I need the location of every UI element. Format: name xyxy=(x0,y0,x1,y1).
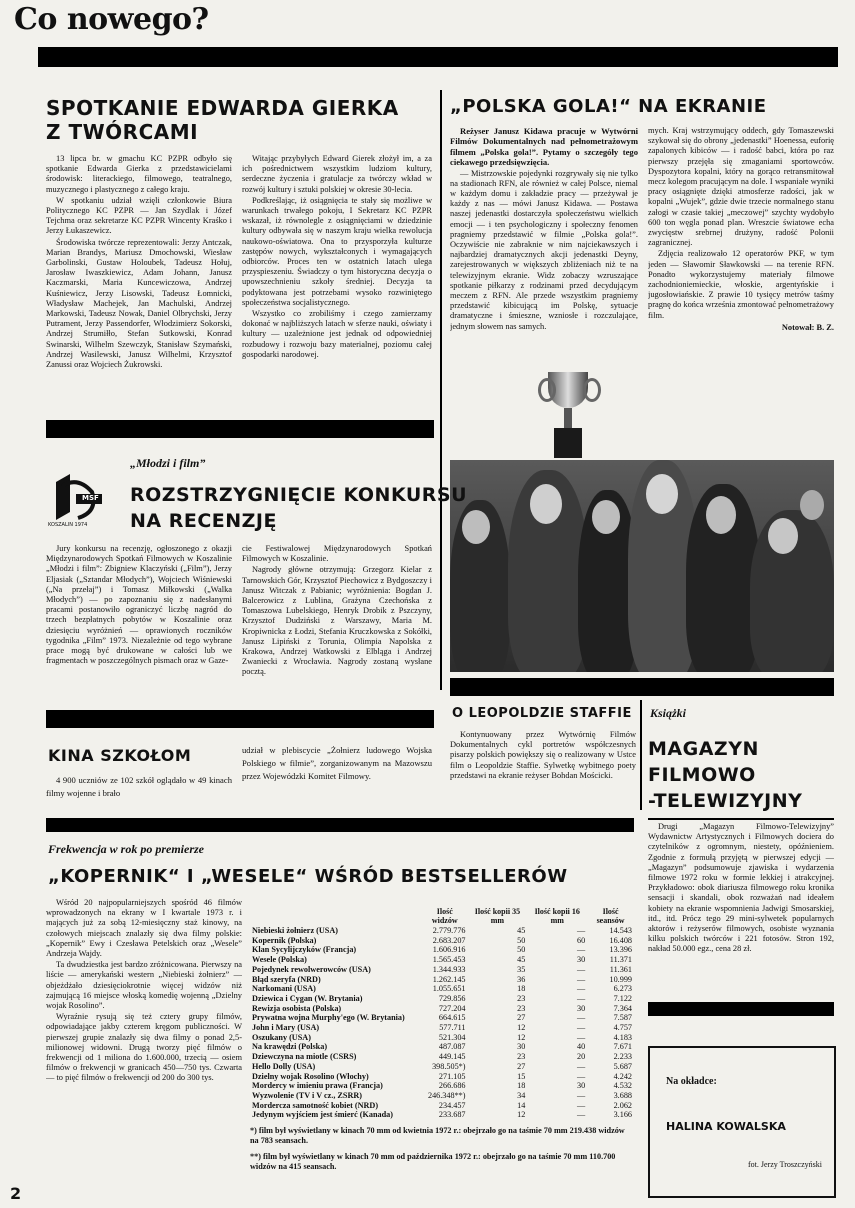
table-cell-value: — xyxy=(576,1110,586,1120)
article7-title: „KOPERNIK“ I „WESELE“ WŚRÓD BESTSELLERÓW xyxy=(48,866,568,887)
section-rule xyxy=(648,818,834,820)
table-header: Ilość seansów xyxy=(596,907,625,925)
table-cell-value: 2.683.207 xyxy=(432,935,466,945)
article3-title-line2: NA RECENZJĘ xyxy=(130,510,277,532)
table-cell-value: 36 xyxy=(517,974,526,984)
table-cell-value: 11.361 xyxy=(609,964,632,974)
section-rule xyxy=(46,420,434,438)
article2-lead: Reżyser Janusz Kidawa pracuje w Wytwórni Filmów Dokumentalnych nad pełnometrażowym filmem „Polska gola!”. Pytamy o szczegóły tego ciekawego przedsięwzięcia. xyxy=(450,126,638,168)
table-row xyxy=(250,945,634,955)
table-row xyxy=(250,1091,634,1101)
cover-name: HALINA KOWALSKA xyxy=(666,1120,786,1133)
table-cell-title: Oszukany (USA) xyxy=(252,1032,311,1042)
table-cell-value: 577.711 xyxy=(439,1023,466,1033)
table-cell-value: — xyxy=(576,964,586,974)
article3-title xyxy=(130,482,467,534)
article6-title-line3: -TELEWIZYJNY xyxy=(648,790,803,812)
table-cell-value: 3.688 xyxy=(613,1090,632,1100)
table-cell-value: — xyxy=(576,1061,586,1071)
table-cell-value: 30 xyxy=(576,1003,586,1013)
article4-paragraph: udział w plebiscycie „Żołnierz ludowego Wojska Polskiego w filmie”, zorganizowanym na Mazowszu przez Wojewódzki Komitet Filmowy. xyxy=(242,745,432,781)
article6-title-line2: FILMOWO xyxy=(648,764,756,786)
table-cell-title: Na krawędzi (Polska) xyxy=(252,1042,328,1052)
article6-title-line1: MAGAZYN xyxy=(648,738,759,760)
table-cell-value: 11.371 xyxy=(609,955,632,965)
article7-paragraph: Wyraźnie rysują się też cztery grupy filmów, odpowiadające jakby czterem kręgom publiczności. W pierwszej grupie znalazły się dwa filmy o ponad 2,5-milionowej widowni. Drugą tworzy pięć filmów o frekwencji od 1 miliona do 1.600.000, trzecią — osiem filmów o frekwencji w granicach 450—750 tys. Czwarta — to pięć filmów o frekwencji od 200 do 300 tys. xyxy=(46,1012,242,1083)
msf-logo-text: MSF xyxy=(82,494,99,502)
table-row xyxy=(250,1110,634,1120)
table-cell-value: 4.757 xyxy=(613,1023,632,1033)
table-cell-value: — xyxy=(576,926,586,935)
msf-logo xyxy=(48,472,108,532)
table-cell-value: 729.856 xyxy=(438,993,466,1003)
table-header: Ilość widzów xyxy=(431,907,458,925)
article2-signature: Notował: B. Z. xyxy=(781,322,834,332)
table-row xyxy=(250,965,634,975)
table-header: Ilość kopii 35 mm xyxy=(474,907,521,925)
column-divider xyxy=(640,700,642,810)
table-cell-value: 7.671 xyxy=(613,1042,632,1052)
trophy-image xyxy=(538,372,598,462)
article1-paragraph: W spotkaniu udział wzięli członkowie Biura Politycznego KC PZPR — Jan Szydlak i Józef Tejchma oraz sekretarze KC PZPR Wincenty Kraśko i Jerzy Łukaszewicz. xyxy=(46,195,232,236)
article3-tag: „Młodzi i film” xyxy=(130,456,206,470)
table-row xyxy=(250,1033,634,1043)
bestseller-table xyxy=(250,906,634,1172)
table-cell-value: — xyxy=(576,1090,586,1100)
table-cell-value: 12 xyxy=(517,1110,526,1120)
table-cell-value: 60 xyxy=(576,935,586,945)
table-cell-value: — xyxy=(576,974,586,984)
table-cell-value: 7.122 xyxy=(613,993,632,1003)
article3-paragraph: cie Festiwalowej Międzynarodowych Spotkań Filmowych w Koszalinie. xyxy=(242,544,432,564)
table-cell-value: 487.087 xyxy=(438,1042,466,1052)
table-cell-value: 1.565.453 xyxy=(432,955,466,965)
table-cell-value: 20 xyxy=(576,1052,586,1062)
table-cell-title: Pojedynek rewolwerowców (USA) xyxy=(252,964,371,974)
table-cell-value: 2.233 xyxy=(613,1052,632,1062)
table-row xyxy=(250,1062,634,1072)
table-footnote: **) film był wyświetlany w kinach 70 mm od października 1972 r.: obejrzało go na taśmie 70 mm 110.700 widzów na 415 seansach. xyxy=(250,1152,616,1172)
article6-text xyxy=(648,822,834,982)
table-cell-value: 2.062 xyxy=(613,1100,632,1110)
table-row xyxy=(250,1042,634,1052)
page-title: Co nowego? xyxy=(14,2,209,37)
article2-paragraph: Zdjęcia realizowało 12 operatorów PKF, w tym jeden — Sławomir Sławkowski — na terenie RFN. Ponadto wykorzystujemy materiały filmowe zachodnioniemieckie, włoskie, argentyńskie i jugosłowiańskie. Z prawie 10 tysięcy metrów taśmy pragnę do końca września zmontować pełnometrażowy film. xyxy=(648,249,834,320)
article2-column-2 xyxy=(648,126,834,366)
table-footnote: *) film był wyświetlany w kinach 70 mm od kwietnia 1972 r.: obejrzało go na taśmie 70 mm 219.438 widzów na 783 seansach. xyxy=(250,1126,625,1146)
table-cell-value: — xyxy=(576,984,586,994)
article6-tag: Książki xyxy=(650,706,687,720)
table-cell-title: Kopernik (Polska) xyxy=(252,935,317,945)
table-row xyxy=(250,1013,634,1023)
article3-column-2 xyxy=(242,544,432,694)
article1-column-2 xyxy=(242,154,432,412)
table-cell-value: 1.262.145 xyxy=(432,974,466,984)
table-cell-title: Jedynym wyjściem jest śmierć (Kanada) xyxy=(252,1110,393,1120)
table-cell-value: 12 xyxy=(517,1023,526,1033)
table-header: Ilość kopii 16 mm xyxy=(534,907,580,925)
table-cell-value: 1.606.916 xyxy=(432,945,466,955)
article6-paragraph: Drugi „Magazyn Filmowo-Telewizyjny” Wydawnictw Artystycznych i Filmowych dociera do czytelników z ogromnym, niestety, opóźnieniem. Zgodnie z formułą przyjętą w pierwszej edycji — „Magazyn” podsumowuje zjawiska i wydarzenia filmowe 1972 roku w formie lekkiej i atrakcyjnej. Przykładowo: obok diariusza filmowego roku kronika sensacji i skandali, obok rozważań nad ideałem kobiety na ekranie wspomnienia Jadwigi Smosarskiej, itd., itd. Prócz tego 29 mini-sylwetek popularnych aktorów i reżyserów filmowych, osobiste wyznania kilku polskich twórców i 221 fotosów. Stron 192, nakład 50.000 egz., cena 28 zł. xyxy=(648,822,834,954)
table-row xyxy=(250,936,634,946)
table-cell-title: Niebieski żołnierz (USA) xyxy=(252,926,338,935)
article4-paragraph: 4 900 uczniów ze 102 szkół oglądało w 49 kinach filmy wojenne i brało xyxy=(46,775,232,798)
table-cell-title: Dziewczyna na miotle (CSRS) xyxy=(252,1052,357,1062)
table-cell-value: 34 xyxy=(517,1090,526,1100)
table-cell-value: 7.364 xyxy=(613,1003,632,1013)
table-cell-title: Wesele (Polska) xyxy=(252,955,307,965)
table-cell-title: John i Mary (USA) xyxy=(252,1023,320,1033)
table-row xyxy=(250,994,634,1004)
table-row xyxy=(250,1072,634,1082)
msf-logo-caption: KOSZALIN 1974 xyxy=(48,522,88,528)
table-cell-value: 5.687 xyxy=(613,1061,632,1071)
table-cell-value: — xyxy=(576,993,586,1003)
article3-title-line1: ROZSTRZYGNIĘCIE KONKURSU xyxy=(130,484,468,506)
table-cell-value: 45 xyxy=(517,926,526,935)
table-cell-value: — xyxy=(576,1032,586,1042)
table-cell-value: 50 xyxy=(517,945,526,955)
table-cell-title: Dziewica i Cygan (W. Brytania) xyxy=(252,993,363,1003)
table-cell-value: 15 xyxy=(517,1071,526,1081)
article5-title: O LEOPOLDZIE STAFFIE xyxy=(452,706,632,721)
table-cell-title: Mordercy w imieniu prawa (Francja) xyxy=(252,1081,383,1091)
table-cell-value: — xyxy=(576,1023,586,1033)
table-cell-value: 233.687 xyxy=(438,1110,466,1120)
article5-text xyxy=(450,730,636,810)
article2-column-1 xyxy=(450,126,638,366)
cover-info-box xyxy=(648,1046,836,1198)
table-cell-value: 449.145 xyxy=(438,1052,466,1062)
table-cell-title: Dzielny wojak Rosolino (Włochy) xyxy=(252,1071,369,1081)
article2-paragraph: — Mistrzowskie pojedynki rozgrywały się nie tylko na stadionach RFN, ale również w całej Polsce, niemal w każdym domu i zakładzie pracy — przeżywał je każdy z nas — mówi Janusz Kidawa. — Postawa naszej jedenastki dostarczyła społeczeństwu wielkich emocji — i ten psychologiczny i społeczny fenomen pragniemy przedstawić w filmie „Polska gola!”. Oczywiście nie zabraknie w nim najciekawszych i najbardziej dramatycznych akcji jedenastki Deyny, zarejestrowanych w większych zbliżeniach niż te na telewizyjnym ekranie. Widz zobaczy wzruszające spotkanie piłkarzy z rodzinami przed decydującym meczem z RFN. Ale przede wszystkim pragniemy przedstawić kibicującą im Polskę, sytuacje dramatyczne i śmieszne, wzniosłe i rozczulające, jednym słowem nas samych. xyxy=(450,168,638,331)
table-cell-value: 27 xyxy=(517,1013,526,1023)
table-header-row xyxy=(250,906,634,926)
cover-label: Na okładce: xyxy=(666,1076,717,1087)
table-row xyxy=(250,1023,634,1033)
table-row xyxy=(250,1081,634,1091)
table-header xyxy=(250,906,422,926)
table-cell-value: 4.532 xyxy=(613,1081,632,1091)
table-cell-value: 664.615 xyxy=(438,1013,466,1023)
table-cell-value: 727.204 xyxy=(438,1003,466,1013)
article1-column-1 xyxy=(46,154,232,412)
table-cell-title: Rewizja osobista (Polska) xyxy=(252,1003,342,1013)
table-cell-value: 50 xyxy=(517,935,526,945)
article1-title-line2: Z TWÓRCAMI xyxy=(46,120,199,144)
table-cell-value: 30 xyxy=(517,1042,526,1052)
table-cell-value: 18 xyxy=(517,984,526,994)
article7-paragraph: Wśród 20 najpopularniejszych spośród 46 filmów wprowadzonych na ekrany w I kwartale 1973 r. i mających już za sobą 12-miesięczny staż kinowy, na czołowych miejscach znalazły się dwa filmy polskie: „Kopernik” Ewy i Czesława Petelskich oraz „Wesele” Andrzeja Wajdy. xyxy=(46,898,242,959)
table-cell-value: 27 xyxy=(517,1061,526,1071)
article1-title xyxy=(46,96,399,144)
article3-paragraph: Nagrody główne otrzymują: Grzegorz Kielar z Tarnowskich Gór, Krzysztof Piechowicz z Bydgoszczy i Janusz Witczak z Pabianic; wyróżnienia: Bogdan J. Balcerowicz z Lublina, Grażyna Czechońska z Tomaszowa Lubelskiego, Henryk Drobik z Pszczyny, Krzysztof Dudziński z Warszawy, Maria M. Kropiwnicka z Łodzi, Stefania Kruczkowska z Sokółki, Janusz Lipiński z Torunia, Olimpia Napolska z Krakowa, Andrzej Watkowski z Elbląga i Andrzej Zwaniecki z Wrocławia. Nagrody zostaną wysłane pocztą. xyxy=(242,565,432,677)
table-row xyxy=(250,1052,634,1062)
table-cell-value: 18 xyxy=(517,1081,526,1091)
table-cell-value: 271.105 xyxy=(438,1071,466,1081)
table-cell-value: 23 xyxy=(517,1003,526,1013)
table-cell-title: Błąd szeryfa (NRD) xyxy=(252,974,321,984)
table-cell-value: — xyxy=(576,945,586,955)
table-cell-title: Klan Sycylijczyków (Francja) xyxy=(252,945,357,955)
table-cell-value: 45 xyxy=(517,955,526,965)
article3-column-1 xyxy=(46,544,232,694)
table-row xyxy=(250,955,634,965)
table-cell-value: 10.999 xyxy=(609,974,632,984)
article4-title: KINA SZKOŁOM xyxy=(48,746,192,765)
article1-paragraph: Środowiska twórcze reprezentowali: Jerzy Antczak, Marian Brandys, Mariusz Dmochowski, Wiesław Garbolinski, Gustaw Holoubek, Tadeusz Hołuj, Jarosław Iwaszkiewicz, Adam Johann, Janusz Kaczmarski, Maria Kuncewiczowa, Andrzej Kuśniewicz, Jerzy Lisowski, Tadeusz Łomnicki, Władysław Machejek, Jan Machulski, Andrzej Markowski, Tadeusz Nowak, Daniel Olbrychski, Jerzy Putrament, Jerzy Passendorfer, Włodzimierz Sokorski, Andrzej Strumiłło, Stefan Sutkowski, Konrad Swinarski, Wilhelm Szewczyk, Stanisław Szymański, Andrzej Wasilewski, Janusz Wilhelmi, Krzysztof Zanussi oraz Wojciech Żukrowski. xyxy=(46,237,232,370)
article1-paragraph: Wszystko co zrobiliśmy i czego zamierzamy dokonać w najbliższych latach w sferze nauki, oświaty i kultury — uzależnione jest jednak od odpowiedniej rozbudowy i rozwoju bazy materialnej, poziomu całej gospodarki narodowej. xyxy=(242,309,432,359)
table-cell-value: 13.396 xyxy=(609,945,632,955)
table-cell-value: 12 xyxy=(517,1032,526,1042)
article1-title-line1: SPOTKANIE EDWARDA GIERKA xyxy=(46,96,399,120)
column-divider xyxy=(440,90,442,690)
article4-column-2 xyxy=(242,744,432,804)
table-cell-title: Prywatna wojna Murphy'ego (W. Brytania) xyxy=(252,1013,405,1023)
article4-column-1 xyxy=(46,774,232,804)
section-rule xyxy=(46,818,634,832)
table-cell-value: — xyxy=(576,1100,586,1110)
cover-photo-credit: fot. Jerzy Troszczyński xyxy=(748,1160,822,1169)
table-cell-value: 398.505*) xyxy=(432,1061,466,1071)
table-cell-value: 1.344.933 xyxy=(432,964,466,974)
article2-title: „POLSKA GOLA!“ NA EKRANIE xyxy=(450,96,767,117)
photo-rule xyxy=(450,678,834,696)
page-number: 2 xyxy=(10,1184,22,1203)
table-cell-value: 14 xyxy=(517,1100,526,1110)
table-row xyxy=(250,1101,634,1111)
table-cell-value: — xyxy=(576,1013,586,1023)
table-row xyxy=(250,926,634,936)
article1-paragraph: Podkreślając, iż osiągnięcia te stały się możliwe w warunkach trwałego pokoju, I Sekretarz KC PZPR wskazał, iż równolegle z osiągnięciami w dziedzinie kultury odbywała się w naszym kraju wielka rewolucja naukowo-oświatowa. Ona to przysporzyła kulturze zastępów nowych, wykształconych i wymagających odbiorców. Proces ten w ostatnich latach ulega przyspieszeniu. Świadczy o tym historyczna decyzja o upowszechnieniu szkoły średniej. Decyzja ta podyktowana jest potrzebami wysoko rozwiniętego społeczeństwa socjalistycznego. xyxy=(242,195,432,307)
article2-paragraph: mych. Kraj wstrzymujący oddech, gdy Tomaszewski szykował się do obrony „jedenastki” Hoenessa, euforię zapalonych kibiców — i radość babci, która po raz pierwszy przejęła się zmaganiami sportowców. Dyspozytora kopalni, który na gorąco retransmitował mecz kolegom pracującym na dole. I wspaniałe wyniki pracy osiągnięte dzięki atmosferze radości, jak w kopalni „Wujek”, gdzie dwie trzecie normalnego stanu załogi w czasie takiej „meczowej” szychty wydobyło 600 ton węgla ponad plan. Wreszcie światowe echa zwycięstw srebrnej drużyny, radość Polonii zagranicznej. xyxy=(648,126,834,248)
table-cell-value: 266.686 xyxy=(438,1081,466,1091)
table-cell-value: 521.304 xyxy=(438,1032,466,1042)
table-cell-value: 4.242 xyxy=(613,1071,632,1081)
table-cell-value: 4.183 xyxy=(613,1032,632,1042)
table-cell-value: 246.348**) xyxy=(427,1090,466,1100)
team-photo xyxy=(450,372,834,672)
table-cell-value: 30 xyxy=(576,955,586,965)
table-cell-value: 2.779.776 xyxy=(432,926,466,935)
table-cell-value: 3.166 xyxy=(613,1110,632,1120)
article7-column xyxy=(46,898,242,1148)
table-cell-value: 23 xyxy=(517,1052,526,1062)
table-cell-title: Wyzwolenie (TV i V cz., ZSRR) xyxy=(252,1090,362,1100)
article6-title xyxy=(648,736,802,814)
table-cell-title: Narkomani (USA) xyxy=(252,984,316,994)
article3-paragraph: Jury konkursu na recenzję, ogłoszonego z okazji Międzynarodowych Spotkań Filmowych w Koszalinie „Młodzi i film”: Zbigniew Klaczyński („Film”), Jerzy Eljasiak („Sztandar Młodych”), Wojciech Wiśniewski („Na przełaj”) i Tomasz Miłkowski („Walka Młodych”) — po zapoznaniu się z nadesłanymi pracami postanowiło ograniczyć liczbę nagród do trzech bezpłatnych pobytów w Koszalinie oraz dziesięciu wyróżnień — oprawionych roczników tygodnika „Film” 1973. Niezależnie od tego wybrane prace mogą być drukowane w całości lub we fragmentach w poszczególnych pismach oraz w Gaze- xyxy=(46,544,232,666)
table-cell-title: Hello Dolly (USA) xyxy=(252,1061,316,1071)
section-rule xyxy=(648,1002,834,1016)
table-cell-value: 30 xyxy=(576,1081,586,1091)
table-cell-value: 40 xyxy=(576,1042,586,1052)
table-cell-value: 1.055.651 xyxy=(432,984,466,994)
article5-paragraph: Kontynuowany przez Wytwórnię Filmów Dokumentalnych cykl portretów współczesnych pisarzy polskich powiększy się o realizowany w Ustce film o Leopoldzie Staffie. Sylwetkę wybitnego poety przedstawi na ekranie reżyser Bohdan Mościcki. xyxy=(450,730,636,780)
table-cell-title: Mordercza samotność kobiet (NRD) xyxy=(252,1100,379,1110)
article1-paragraph: Witając przybyłych Edward Gierek złożył im, a za ich pośrednictwem wszystkim ludziom kultury, serdeczne życzenia i gratulacje za twórczy wkład w rozwój kultury i sztuki polskiej w okresie 30-lecia. xyxy=(242,154,432,194)
article7-tag: Frekwencja w rok po premierze xyxy=(48,842,204,856)
header-rule xyxy=(38,47,838,67)
article7-paragraph: Ta dwudziestka jest bardzo zróżnicowana. Pierwszy na liście — amerykański western „Niebieski żołnierz” — objeżdżało dziesięciokrotnie więcej widzów niż zajmującą 16 miejsce włoską komedię wojenną „Dzielny wojak Rosolino”. xyxy=(46,960,242,1011)
table-cell-value: 16.408 xyxy=(609,935,632,945)
table-row xyxy=(250,975,634,985)
table-cell-value: 35 xyxy=(517,964,526,974)
table-row xyxy=(250,1004,634,1014)
table-cell-value: 14.543 xyxy=(609,926,632,935)
table-row xyxy=(250,984,634,994)
table-cell-value: 234.457 xyxy=(438,1100,466,1110)
section-rule xyxy=(46,710,434,728)
article1-paragraph: 13 lipca br. w gmachu KC PZPR odbyło się spotkanie Edwarda Gierka z przedstawicielami środowisk: literackiego, filmowego, teatralnego, muzycznego i plastycznego z całego kraju. xyxy=(46,154,232,194)
table-cell-value: 7.587 xyxy=(613,1013,632,1023)
table-cell-value: 23 xyxy=(517,993,526,1003)
table-cell-value: 6.273 xyxy=(613,984,632,994)
table-cell-value: — xyxy=(576,1071,586,1081)
